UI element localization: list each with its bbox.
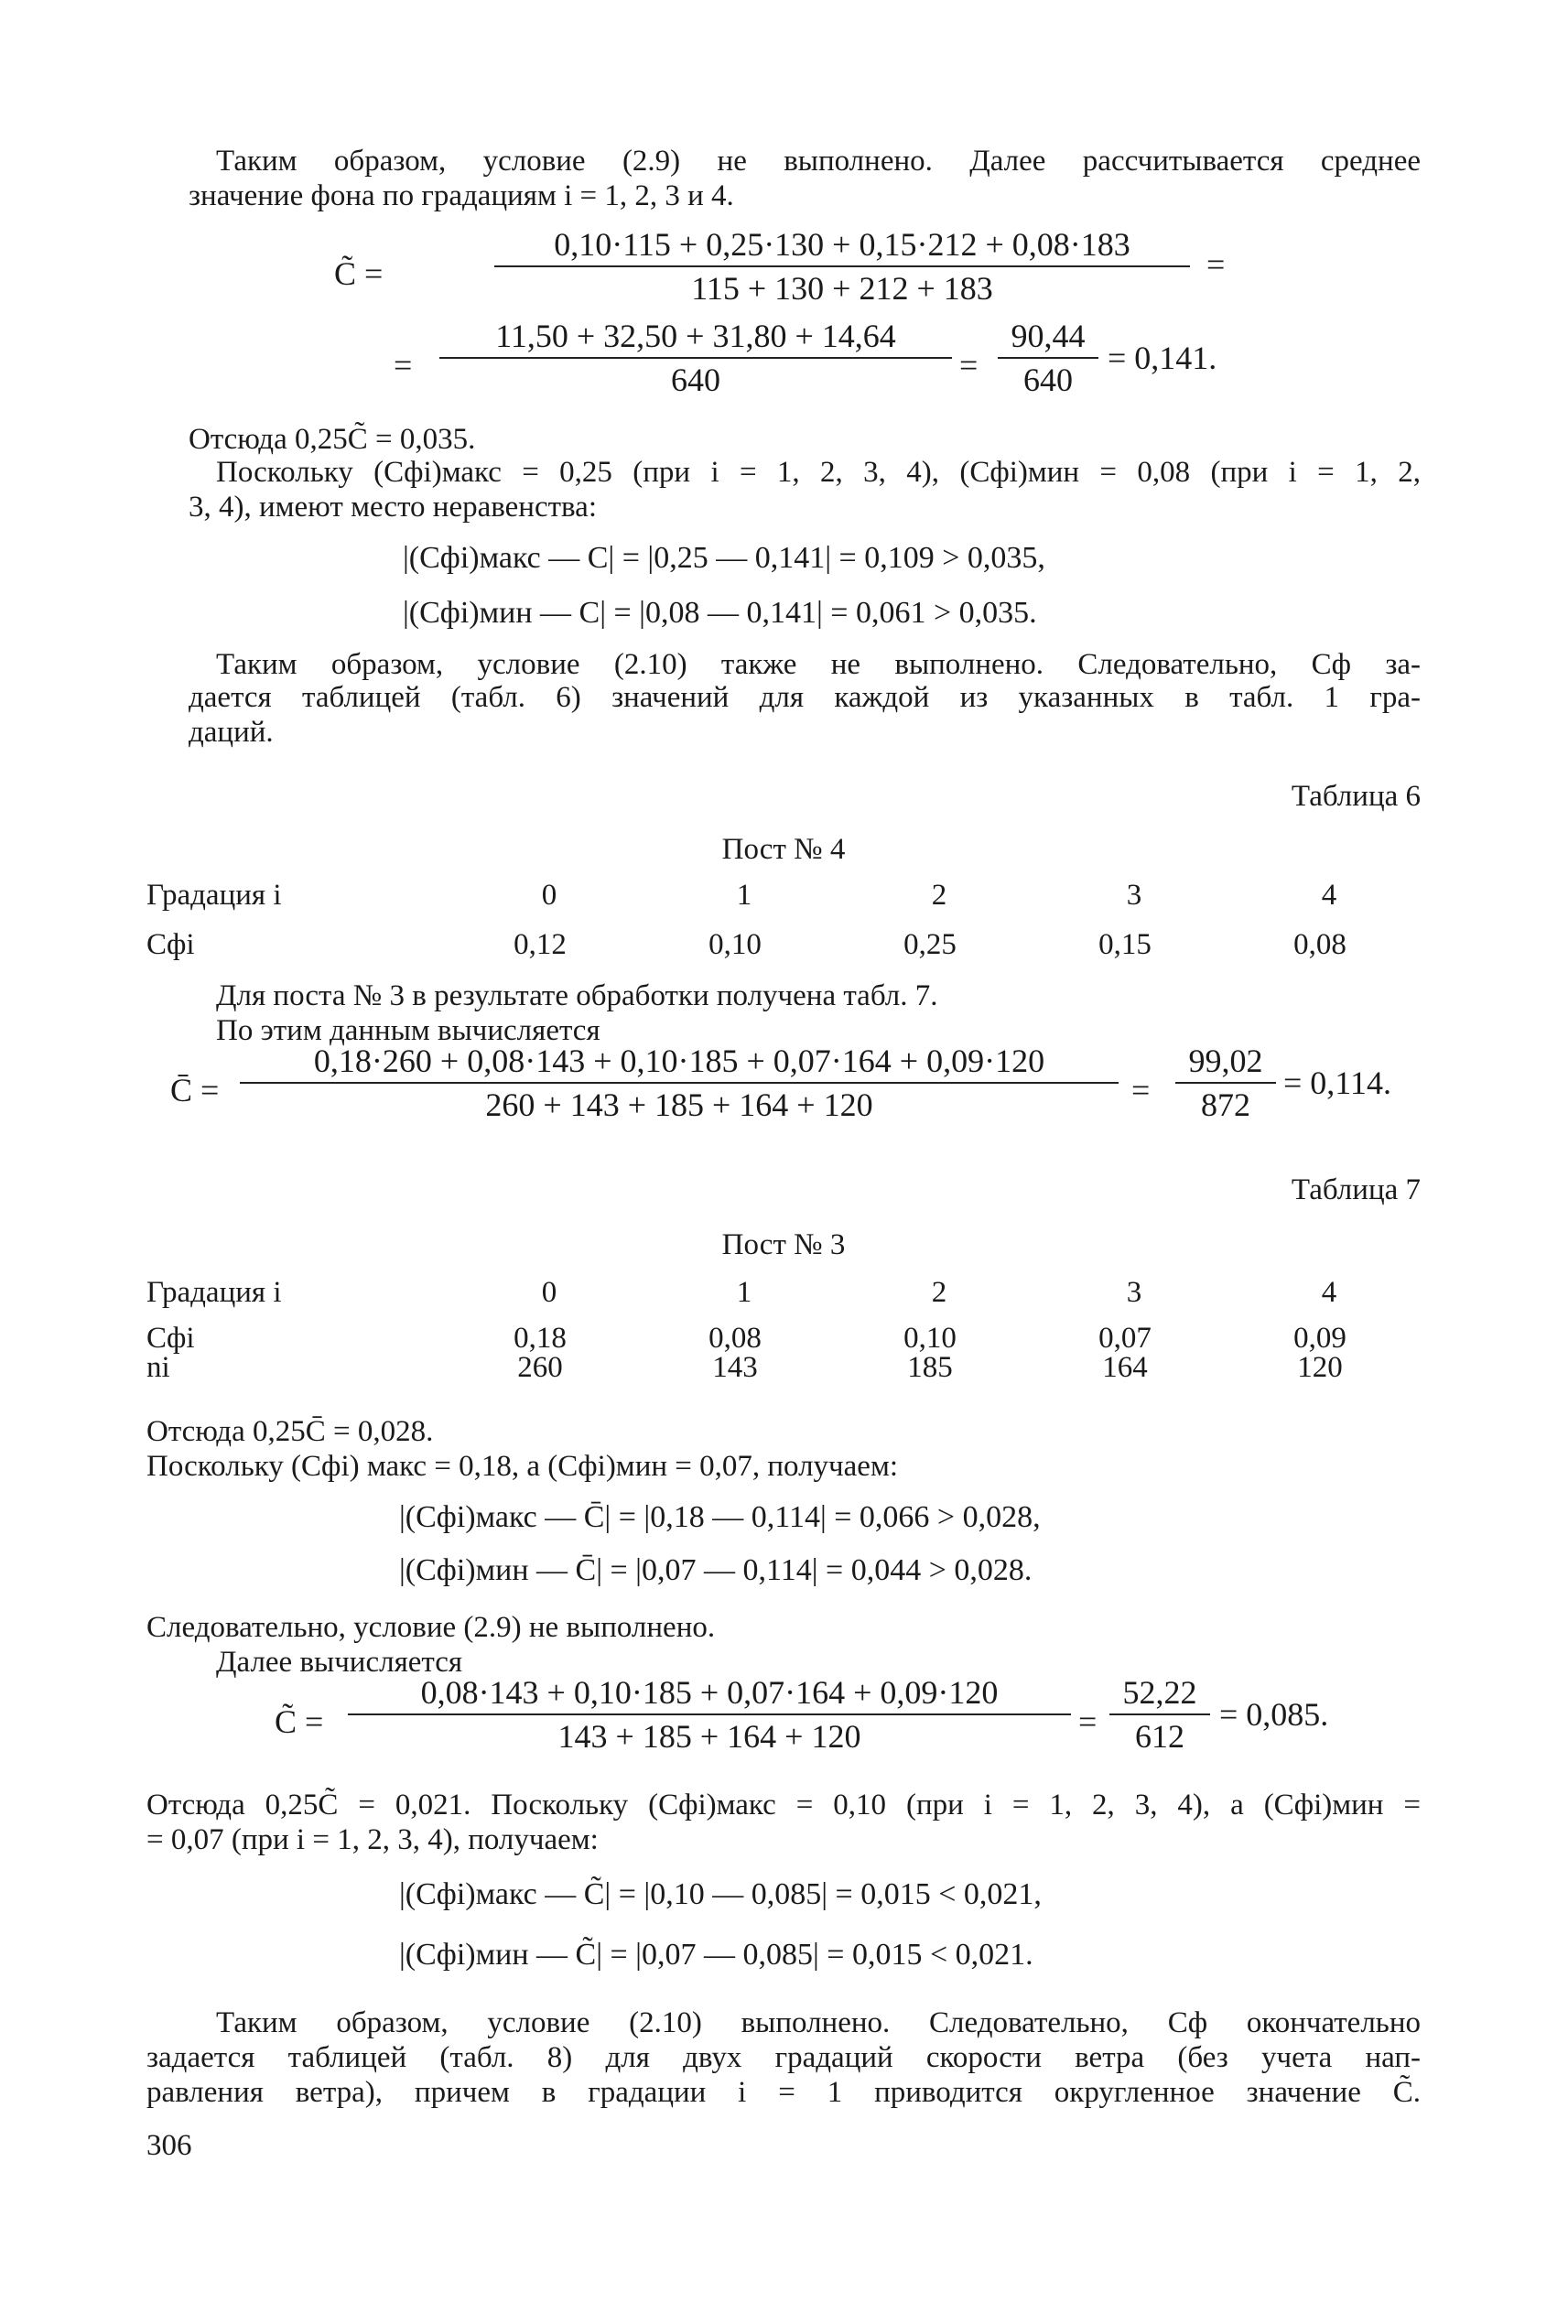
table-cell: 143 (712, 1351, 758, 1384)
table-cell: 0 (541, 879, 557, 912)
fraction-denominator: 872 (1201, 1086, 1250, 1123)
table-caption: Пост № 3 (721, 1228, 846, 1261)
equation-result: = 0,085. (1219, 1696, 1329, 1733)
table-cell: 4 (1321, 879, 1337, 912)
paragraph-line: Таким образом, условие (2.10) выполнено. Следовательно, Cф окончательно (216, 2006, 1421, 2039)
equals-sign: = (394, 347, 413, 384)
table-cell: 0,10 (708, 928, 762, 961)
paragraph-line: дается таблицей (табл. 6) значений для каждой из указанных в табл. 1 гра- (189, 681, 1421, 714)
table-cell: 1 (736, 1276, 752, 1309)
table-cell: 3 (1126, 1276, 1142, 1309)
table-cell: 0,08 (708, 1322, 762, 1355)
paragraph-line: Поскольку (Cфi) макс = 0,18, а (Cфi)мин = 0,07, получаем: (146, 1450, 899, 1483)
paragraph-line: Следовательно, условие (2.9) не выполнено. (146, 1611, 716, 1644)
inequality: |(Cфi)макс — C̄| = |0,18 — 0,114| = 0,066 > 0,028, (399, 1500, 1041, 1534)
paragraph-line: задается таблицей (табл. 8) для двух градаций скорости ветра (без учета нап- (146, 2041, 1421, 2074)
equals-sign: = (1206, 246, 1226, 283)
table-cell: 1 (736, 879, 752, 912)
equals-sign: = (1078, 1703, 1098, 1740)
fraction-numerator: 99,02 (1188, 1043, 1263, 1079)
inequality: |(Cфi)макс — C| = |0,25 — 0,141| = 0,109 > 0,035, (403, 541, 1045, 575)
table-cell: 3 (1126, 879, 1142, 912)
fraction-denominator: 115 + 130 + 212 + 183 (691, 270, 993, 307)
paragraph-line: = 0,07 (при i = 1, 2, 3, 4), получаем: (146, 1823, 599, 1856)
fraction-bar (348, 1713, 1071, 1715)
paragraph-line: Отсюда 0,25C̃ = 0,021. Поскольку (Cфi)макс = 0,10 (при i = 1, 2, 3, 4), а (Cфi)мин = (146, 1789, 1421, 1821)
table-cell: 0 (541, 1276, 557, 1309)
fraction-denominator: 260 + 143 + 185 + 164 + 120 (485, 1086, 873, 1123)
table-label: Таблица 6 (1291, 780, 1421, 813)
fraction-bar (240, 1082, 1119, 1084)
equation-result: = 0,114. (1283, 1065, 1391, 1101)
fraction-numerator: 0,18·260 + 0,08·143 + 0,10·185 + 0,07·164 + 0,09·120 (313, 1043, 1045, 1079)
row-label: ni (146, 1351, 170, 1384)
inequality: |(Cфi)мин — C̄| = |0,07 — 0,114| = 0,044 > 0,028. (399, 1553, 1033, 1587)
fraction-numerator: 0,08·143 + 0,10·185 + 0,07·164 + 0,09·120 (420, 1674, 999, 1711)
paragraph-line: Таким образом, условие (2.9) не выполнено. Далее рассчитывается среднее (216, 145, 1421, 178)
table-cell: 2 (931, 1276, 947, 1309)
equation-result: = 0,141. (1108, 340, 1217, 376)
equals-sign: = (959, 347, 979, 384)
paragraph-line: Таким образом, условие (2.10) также не выполнено. Следовательно, Cф за- (216, 648, 1421, 681)
table-cell: 0,07 (1098, 1322, 1152, 1355)
row-label: Cфi (146, 928, 195, 961)
fraction-denominator: 612 (1135, 1718, 1184, 1755)
paragraph-line: 3, 4), имеют место неравенства: (189, 491, 597, 524)
inequality: |(Cфi)мин — C̃| = |0,07 — 0,085| = 0,015 < 0,021. (399, 1938, 1033, 1972)
inequality: |(Cфi)макс — C̃| = |0,10 — 0,085| = 0,015 < 0,021, (399, 1877, 1042, 1911)
table-caption: Пост № 4 (721, 833, 846, 866)
table-cell: 260 (517, 1351, 563, 1384)
fraction-bar (494, 265, 1190, 267)
fraction-bar (998, 357, 1098, 359)
fraction-numerator: 90,44 (1011, 318, 1086, 354)
table-cell: 0,09 (1293, 1322, 1346, 1355)
hence-line: Отсюда 0,25C̃ = 0,035. (189, 423, 476, 456)
fraction-denominator: 640 (671, 362, 720, 398)
row-label: Градация i (146, 1276, 282, 1309)
table-cell: 2 (931, 879, 947, 912)
table-cell: 120 (1297, 1351, 1343, 1384)
row-label: Cфi (146, 1322, 195, 1355)
table-cell: 0,25 (903, 928, 957, 961)
page-number: 306 (146, 2129, 192, 2162)
table-cell: 0,08 (1293, 928, 1346, 961)
table-label: Таблица 7 (1291, 1173, 1421, 1206)
equation-lhs: C̃ = (275, 1703, 324, 1740)
row-label: Градация i (146, 879, 282, 912)
paragraph-line: равления ветра), причем в градации i = 1 приводится округленное значение C̃. (146, 2076, 1421, 2109)
fraction-denominator: 143 + 185 + 164 + 120 (557, 1718, 861, 1755)
equation-lhs: C̃ = (334, 255, 384, 292)
table-cell: 0,12 (514, 928, 567, 961)
table-cell: 0,15 (1098, 928, 1152, 961)
table-cell: 185 (907, 1351, 953, 1384)
table-cell: 0,10 (903, 1322, 957, 1355)
table-cell: 4 (1321, 1276, 1337, 1309)
fraction-bar (439, 357, 952, 359)
paragraph-line: По этим данным вычисляется (216, 1014, 600, 1047)
table-cell: 164 (1102, 1351, 1148, 1384)
table-cell: 0,18 (514, 1322, 567, 1355)
equals-sign: = (1131, 1072, 1151, 1108)
equation-lhs: C̄ = (170, 1072, 220, 1108)
fraction-numerator: 52,22 (1122, 1674, 1197, 1711)
paragraph-line: даций. (189, 716, 274, 749)
paragraph-line: значение фона по градациям i = 1, 2, 3 и 4. (189, 179, 734, 212)
fraction-numerator: 0,10·115 + 0,25·130 + 0,15·212 + 0,08·183 (554, 226, 1130, 263)
paragraph-line: Поскольку (Cфi)макс = 0,25 (при i = 1, 2, 3, 4), (Cфi)мин = 0,08 (при i = 1, 2, (216, 456, 1421, 489)
hence-line: Отсюда 0,25C̄ = 0,028. (146, 1415, 434, 1448)
paragraph-line: Далее вычисляется (216, 1646, 463, 1679)
fraction-bar (1109, 1713, 1210, 1715)
fraction-numerator: 11,50 + 32,50 + 31,80 + 14,64 (495, 318, 896, 354)
inequality: |(Cфi)мин — C| = |0,08 — 0,141| = 0,061 > 0,035. (403, 596, 1037, 630)
fraction-denominator: 640 (1023, 362, 1073, 398)
paragraph-line: Для поста № 3 в результате обработки получена табл. 7. (216, 979, 938, 1012)
fraction-bar (1175, 1082, 1276, 1084)
